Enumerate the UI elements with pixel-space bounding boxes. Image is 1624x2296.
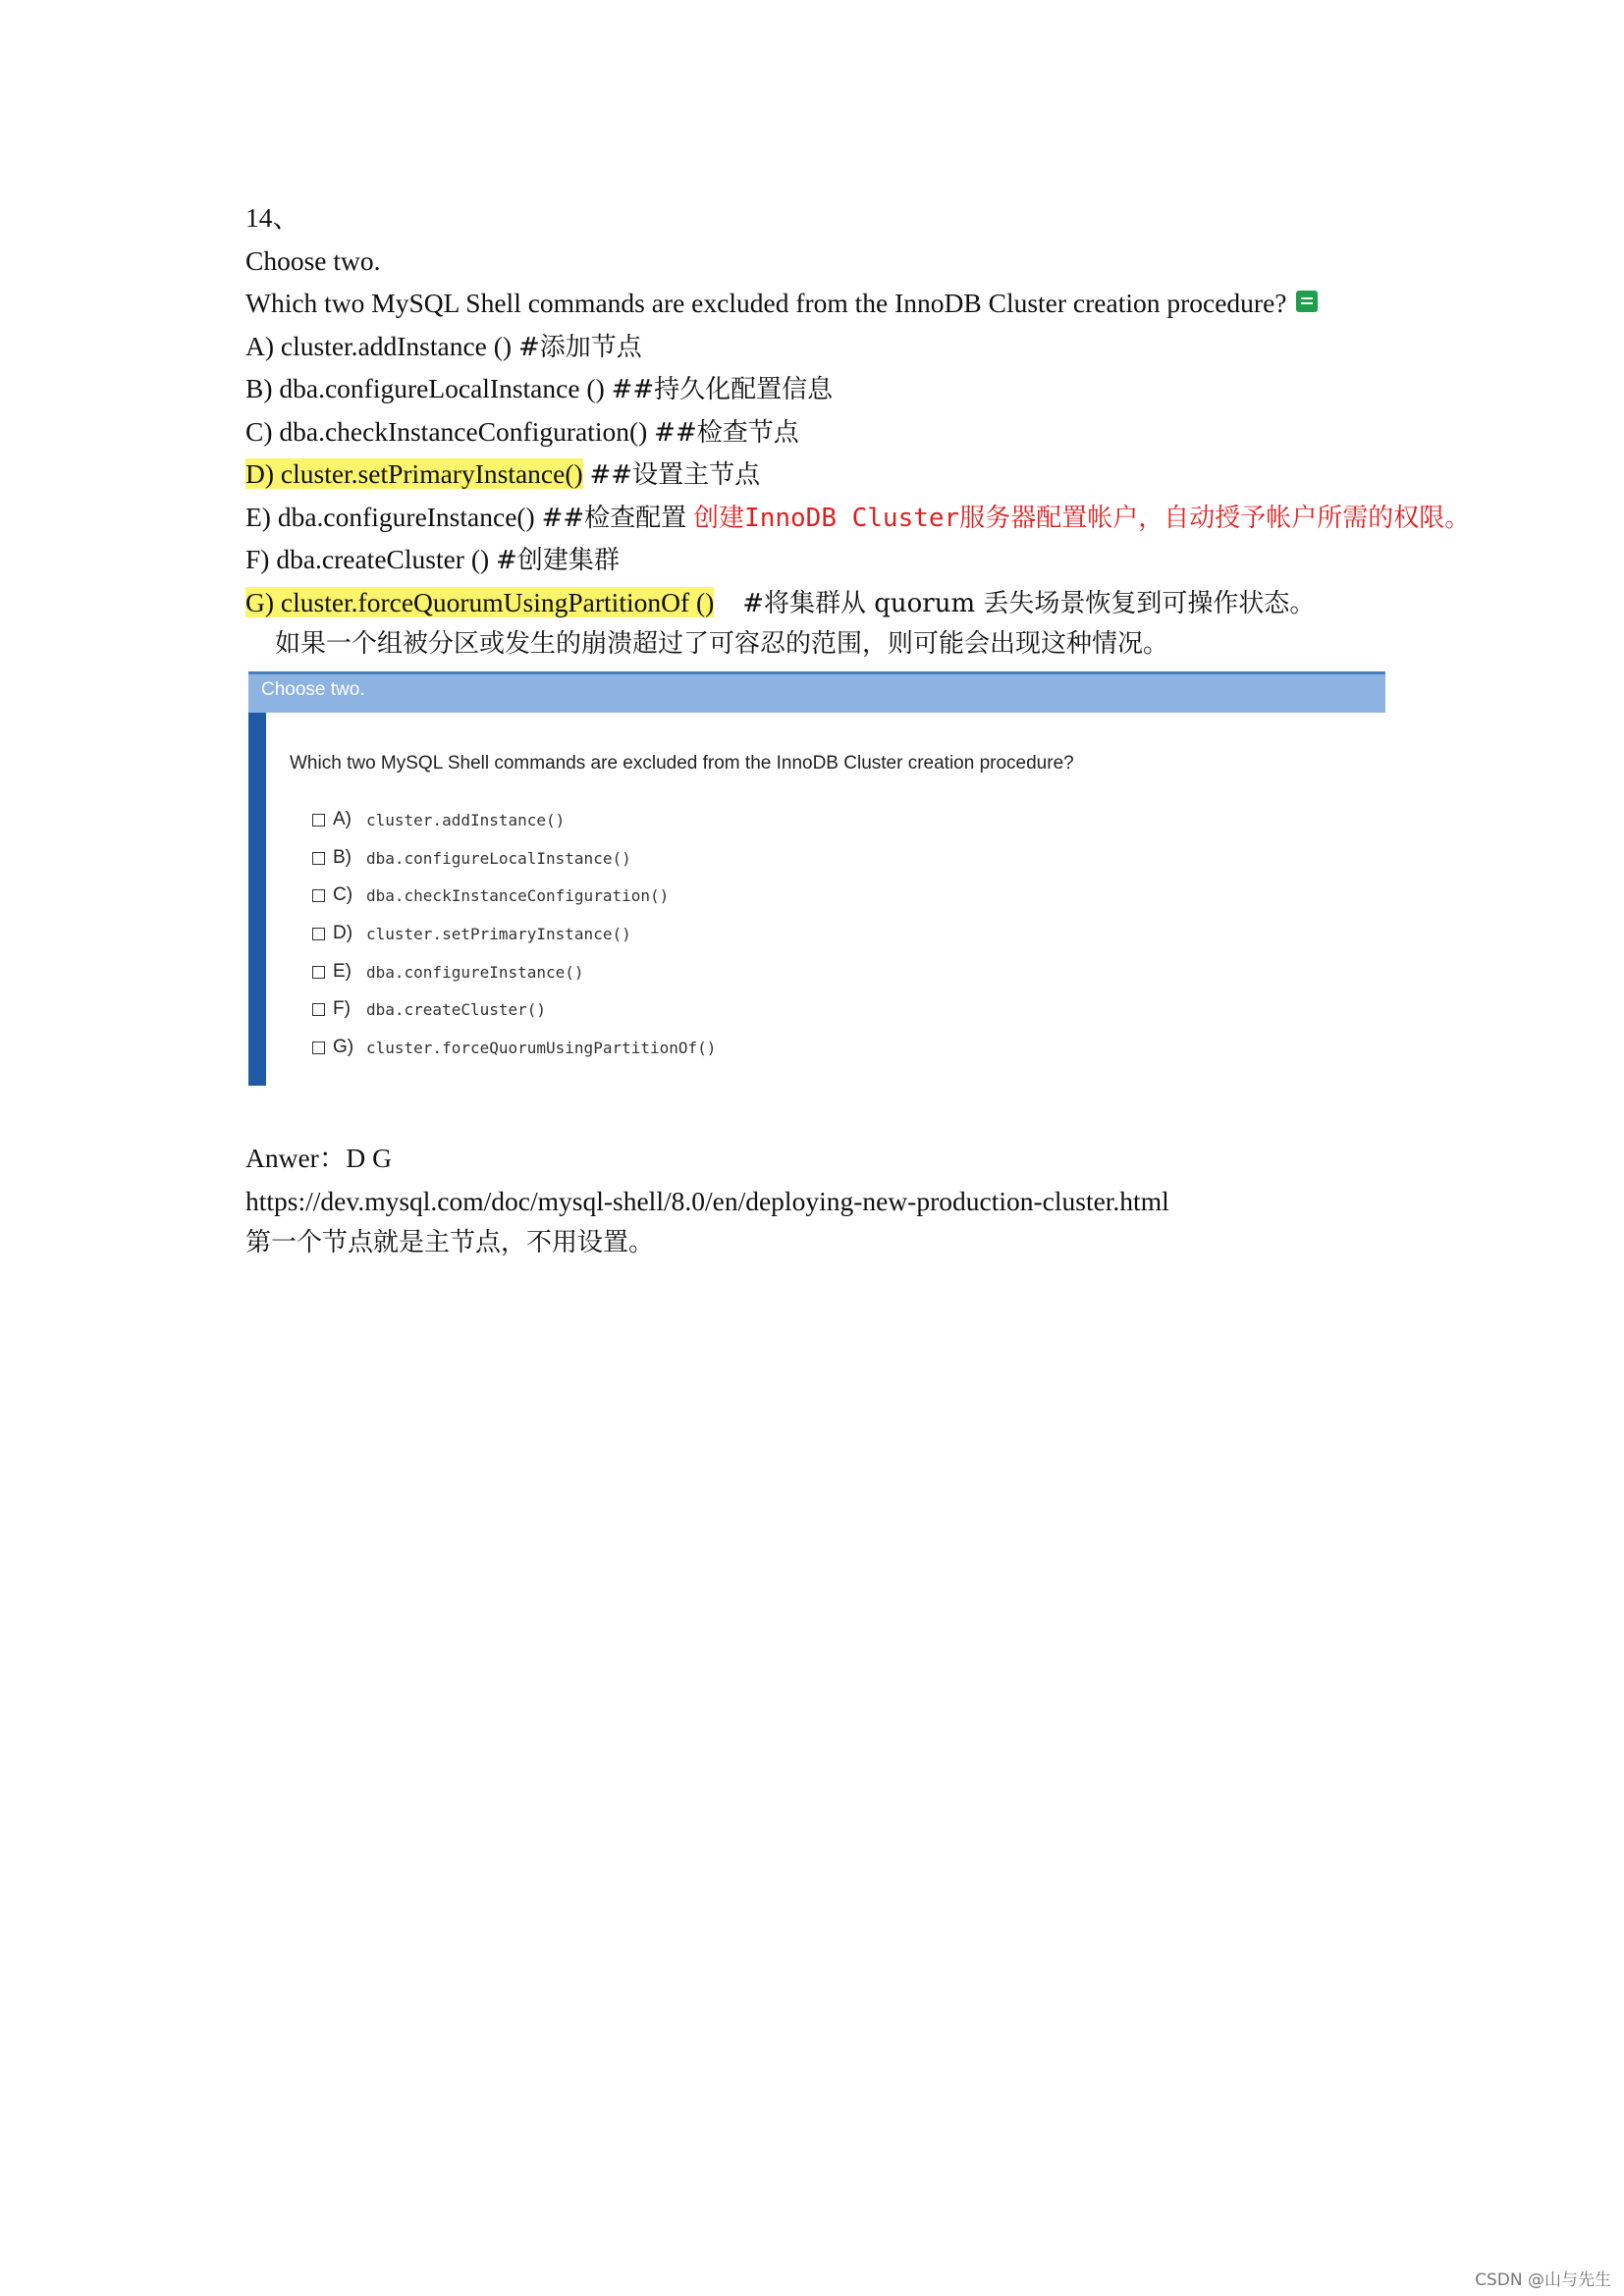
watermark-footer: CSDN @山与先生 (1475, 2270, 1611, 2290)
screenshot-option-a[interactable] (312, 807, 565, 832)
question-text-line (245, 282, 1551, 325)
question-text: Which two MySQL Shell commands are excluded from the InnoDB Cluster creation procedure? (245, 288, 1287, 318)
checkbox-f[interactable] (312, 1003, 325, 1016)
option-a (245, 325, 1551, 368)
checkbox-d[interactable] (312, 928, 325, 940)
checkbox-c[interactable] (312, 889, 325, 902)
screenshot-header (248, 671, 1385, 713)
screenshot-side-bar (248, 713, 266, 1086)
screenshot-option-g[interactable] (312, 1035, 716, 1060)
option-g (245, 581, 1551, 624)
option-letter: F) (333, 998, 351, 1019)
screenshot-option-c[interactable] (312, 882, 669, 908)
option-code: cluster.addInstance() (366, 810, 566, 829)
option-d-label-highlighted: D) cluster.setPrimaryInstance() (245, 458, 583, 489)
screenshot-question: Which two MySQL Shell commands are excluded from the InnoDB Cluster creation procedure? (290, 753, 1074, 774)
option-b (245, 367, 1551, 410)
screenshot-header-text: Choose two. (261, 679, 365, 700)
option-d-note: ##设置主节点 (589, 460, 761, 490)
option-code: cluster.forceQuorumUsingPartitionOf() (366, 1038, 717, 1057)
option-g-continuation: 如果一个组被分区或发生的崩溃超过了可容忍的范围，则可能会出现这种情况。 (275, 629, 1169, 659)
checkbox-a[interactable] (312, 814, 325, 827)
option-g-label-highlighted: G) cluster.forceQuorumUsingPartitionOf () (245, 586, 715, 617)
question-number: 14、 (245, 202, 299, 233)
comment-icon[interactable] (1296, 291, 1318, 312)
option-letter: A) (333, 809, 352, 829)
answer-text: Anwer：D G (245, 1143, 392, 1173)
option-f (245, 538, 1551, 581)
option-b-label: B) dba.configureLocalInstance () (245, 373, 605, 403)
option-code: dba.createCluster() (366, 999, 547, 1019)
option-letter: B) (333, 847, 352, 868)
screenshot-option-e[interactable] (312, 959, 584, 985)
checkbox-b[interactable] (312, 852, 325, 865)
option-code: cluster.setPrimaryInstance() (366, 924, 631, 943)
option-letter: D) (333, 923, 353, 943)
option-c-note: ##检查节点 (654, 417, 799, 448)
option-code: dba.checkInstanceConfiguration() (366, 885, 670, 905)
option-e-label: E) dba.configureInstance() (245, 501, 535, 532)
option-code: dba.configureLocalInstance() (366, 848, 631, 868)
answer-explanation: 第一个节点就是主节点，不用设置。 (245, 1228, 655, 1257)
option-b-note: ##持久化配置信息 (611, 375, 834, 404)
reference-url[interactable]: https://dev.mysql.com/doc/mysql-shell/8.0/en/deploying-new-production-cluster.html (245, 1185, 1169, 1216)
option-letter: E) (333, 961, 352, 982)
option-code: dba.configureInstance() (366, 962, 584, 982)
option-c (245, 410, 1551, 454)
option-a-label: A) cluster.addInstance () (245, 330, 513, 361)
question-block (245, 196, 1551, 667)
embedded-screenshot (248, 671, 1385, 1086)
screenshot-option-b[interactable] (312, 845, 631, 871)
option-g-note: #将集群从 quorum 丢失场景恢复到可操作状态。 (742, 588, 1316, 618)
option-e-note: ##检查配置 (541, 503, 687, 533)
screenshot-option-d[interactable] (312, 921, 631, 946)
option-f-label: F) dba.createCluster () (245, 544, 490, 574)
option-e (245, 496, 1551, 539)
option-letter: G) (333, 1037, 354, 1057)
option-letter: C) (333, 884, 353, 905)
checkbox-g[interactable] (312, 1041, 325, 1054)
option-e-red-note: 创建InnoDB Cluster服务器配置帐户，自动授予帐户所需的权限。 (693, 503, 1471, 533)
option-c-label: C) dba.checkInstanceConfiguration() (245, 415, 648, 447)
checkbox-e[interactable] (312, 966, 325, 979)
option-f-note: #创建集群 (496, 546, 620, 575)
option-d (245, 453, 1551, 496)
answer-block (245, 1137, 1169, 1265)
option-a-note: #添加节点 (517, 332, 642, 362)
question-instruction: Choose two. (245, 244, 381, 276)
screenshot-option-f[interactable] (312, 996, 546, 1022)
